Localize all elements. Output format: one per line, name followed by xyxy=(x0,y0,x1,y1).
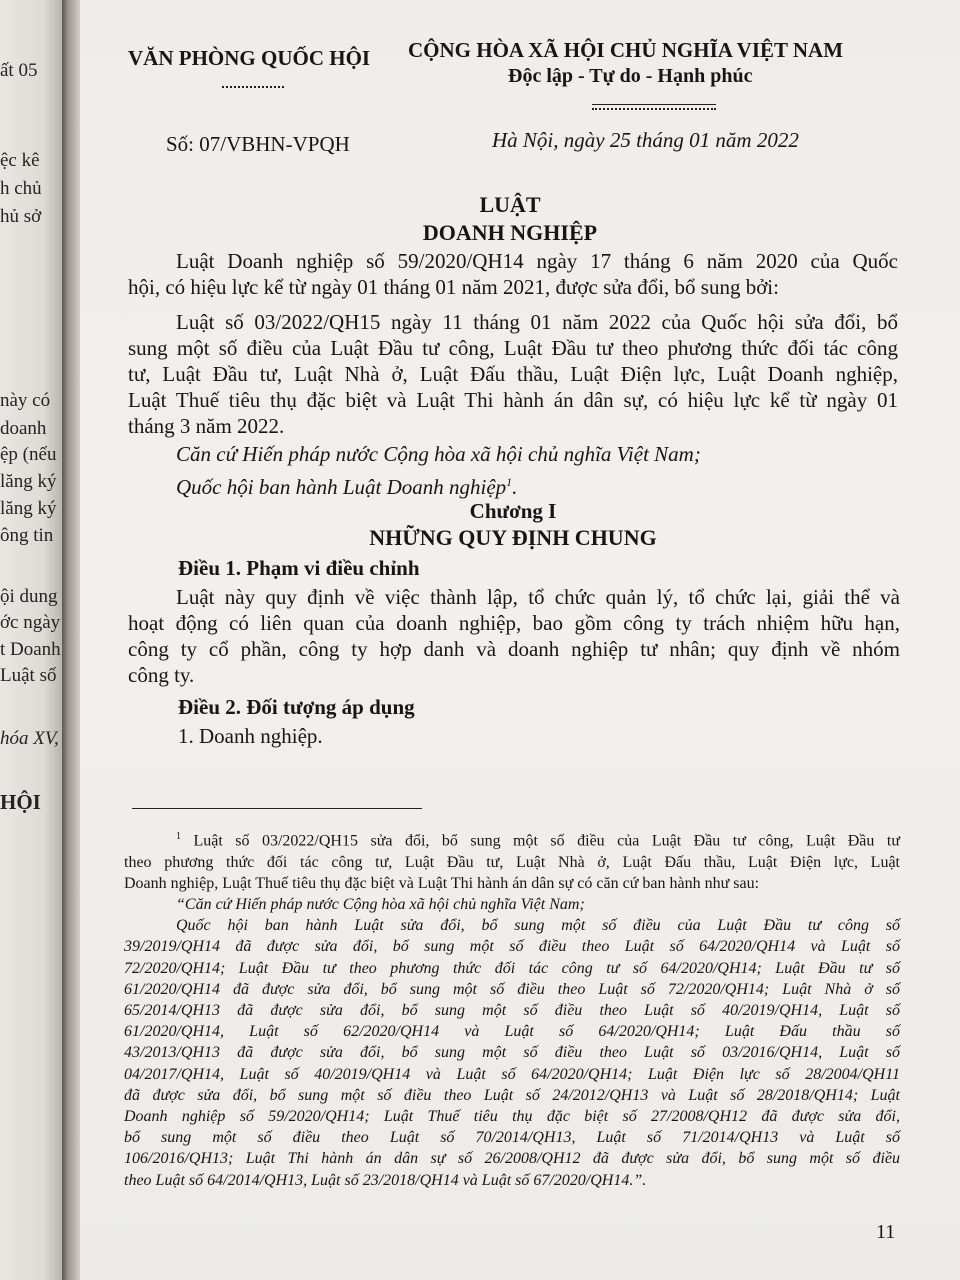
footnote-quote-line: “Căn cứ Hiến pháp nước Cộng hòa xã hội chủ nghĩa Việt Nam; xyxy=(176,895,585,913)
footnote-quote-line: 39/2019/QH14 đã được sửa đổi, bổ sung một số điều theo Luật số 64/2020/QH14 và Luật số xyxy=(124,938,900,956)
text-line: công ty cổ phần, công ty hợp danh và doanh nghiệp tư nhân; quy định về nhóm xyxy=(128,637,900,661)
text-line: Luật này quy định về việc thành lập, tổ chức quản lý, tổ chức lại, giải thể và xyxy=(176,585,900,609)
document-number: Số: 07/VBHN-VPQH xyxy=(166,132,350,156)
article-2-heading: Điều 2. Đối tượng áp dụng xyxy=(178,695,415,719)
article-1-body xyxy=(128,584,900,688)
national-title: CỘNG HÒA XÃ HỘI CHỦ NGHĨA VIỆT NAM xyxy=(408,38,844,62)
left-page-line: ệp (nếu xyxy=(0,444,57,465)
left-page-line: HỘI xyxy=(0,790,41,814)
footnote-quote-line: 04/2017/QH14, Luật số 40/2019/QH14 và Luật số 64/2020/QH14; Luật Điện lực số 28/2004/QH11 xyxy=(124,1065,900,1083)
footnote-quote-line: 106/2016/QH13; Luật Thi hành án dân sự số 26/2008/QH12 đã được sửa đổi, bổ sung một số điều xyxy=(124,1150,900,1168)
enactment-statement xyxy=(176,469,517,500)
left-page-line: ội dung xyxy=(0,586,58,607)
text-line: Luật Doanh nghiệp số 59/2020/QH14 ngày 17 tháng 6 năm 2020 của Quốc xyxy=(176,249,898,273)
footnote-text: Luật số 03/2022/QH15 sửa đổi, bổ sung một số điều của Luật Đầu tư công, Luật Đầu tư xyxy=(193,832,901,850)
motto-underline xyxy=(592,104,716,105)
footnote-quote-line: 61/2020/QH14, Luật số 62/2020/QH14 và Luật số 64/2020/QH14; Luật Đấu thầu số xyxy=(124,1023,900,1041)
document-page xyxy=(80,0,960,1280)
place-and-date: Hà Nội, ngày 25 tháng 01 năm 2022 xyxy=(492,128,799,152)
issuing-agency: VĂN PHÒNG QUỐC HỘI xyxy=(128,46,371,70)
left-page-line: ớc ngày xyxy=(0,612,61,633)
text-line: Luật số 03/2022/QH15 ngày 11 tháng 01 năm 2022 của Quốc hội sửa đổi, bổ xyxy=(176,310,898,334)
footnote-quote-line: Quốc hội ban hành Luật sửa đổi, bổ sung một số điều của Luật Đầu tư công số xyxy=(176,917,900,935)
left-page-line: hủ sở xyxy=(0,206,42,227)
enactment-period: . xyxy=(512,475,518,499)
left-page-line: này có xyxy=(0,390,51,411)
page-number: 11 xyxy=(876,1221,896,1243)
footnote-quote-line: 43/2013/QH13 đã được sửa đổi, bổ sung một số điều theo Luật số 03/2016/QH14, Luật số xyxy=(124,1044,900,1062)
footnote-quote-line: 65/2014/QH13 đã được sửa đổi, bổ sung một số điều theo Luật số 40/2019/QH14, Luật số xyxy=(124,1001,900,1019)
left-page-line: lăng ký xyxy=(0,471,57,492)
footnote-quote-line: theo Luật số 64/2014/QH13, Luật số 23/2018/QH14 và Luật số 67/2020/QH14.”. xyxy=(124,1171,647,1189)
motto-underline-dots xyxy=(592,108,716,110)
left-page-line: doanh xyxy=(0,418,47,439)
left-page-line: ông tin xyxy=(0,525,54,546)
intro-paragraph-2 xyxy=(128,309,898,439)
footnote-quote-line: 61/2020/QH14 đã được sửa đổi, bổ sung một số điều theo Luật số 72/2020/QH14; Luật Nhà ở số xyxy=(124,980,900,998)
book-gutter xyxy=(62,0,80,1280)
left-page-line: Luật số xyxy=(0,665,57,686)
national-motto: Độc lập - Tự do - Hạnh phúc xyxy=(508,65,753,87)
footnote-separator xyxy=(132,808,422,809)
chapter-title: NHỮNG QUY ĐỊNH CHUNG xyxy=(369,525,657,550)
law-title-line2: DOANH NGHIỆP xyxy=(422,220,598,245)
enactment-text: Quốc hội ban hành Luật Doanh nghiệp xyxy=(176,475,507,499)
left-page-line: t Doanh xyxy=(0,639,61,660)
left-page-line: ất 05 xyxy=(0,60,38,81)
footnote-quote-line: 72/2020/QH14; Luật Đầu tư theo phương thức đối tác công tư số 64/2020/QH14; Luật Đầu tư số xyxy=(124,959,900,977)
intro-paragraph-1 xyxy=(128,248,898,300)
legal-basis: Căn cứ Hiến pháp nước Cộng hòa xã hội chủ nghĩa Việt Nam; xyxy=(176,442,701,466)
left-page-line: lăng ký xyxy=(0,498,57,519)
left-page-line: hóa XV, xyxy=(0,728,59,749)
footnote-line: Doanh nghiệp, Luật Thuế tiêu thụ đặc biệt và Luật Thi hành án dân sự có căn cứ ban hành như sau: xyxy=(124,874,760,892)
footnote-line: theo phương thức đối tác công tư, Luật Đầu tư, Luật Nhà ở, Luật Đấu thầu, Luật Điện lực, Luật xyxy=(124,853,900,871)
agency-underline xyxy=(222,86,284,88)
text-line: sung một số điều của Luật Đầu tư công, Luật Đầu tư theo phương thức đối tác công xyxy=(128,336,898,360)
footnote-quote-line: Doanh nghiệp số 59/2020/QH14; Luật Thuế tiêu thụ đặc biệt số 27/2008/QH12 đã được sửa đổi, xyxy=(124,1107,900,1125)
left-page-line: ệc kê xyxy=(0,150,40,171)
footnote xyxy=(124,826,900,1191)
footnote-marker: 1 xyxy=(176,831,181,842)
footnote-quote-line: đã được sửa đổi, bổ sung một số điều theo Luật số 24/2012/QH13 và Luật số 28/2018/QH14; Luật xyxy=(124,1086,900,1104)
law-title-line1: LUẬT xyxy=(479,192,541,217)
text-line: Luật Thuế tiêu thụ đặc biệt và Luật Thi hành án dân sự, có hiệu lực kể từ ngày 01 xyxy=(128,388,898,412)
text-line: tháng 3 năm 2022. xyxy=(128,414,285,438)
text-line: tư, Luật Đầu tư, Luật Nhà ở, Luật Đấu thầu, Luật Điện lực, Luật Doanh nghiệp, xyxy=(128,362,898,386)
footnote-quote-line: bổ sung một số điều theo Luật số 70/2014/QH13, Luật số 71/2014/QH13 và Luật số xyxy=(124,1129,900,1147)
chapter-number: Chương I xyxy=(469,499,557,523)
left-page-line: h chủ xyxy=(0,178,42,199)
text-line: hoạt động có liên quan của doanh nghiệp, bao gồm công ty trách nhiệm hữu hạn, xyxy=(128,611,900,635)
previous-page-fragment xyxy=(0,0,62,1280)
text-line: hội, có hiệu lực kể từ ngày 01 tháng 01 năm 2021, được sửa đổi, bổ sung bởi: xyxy=(128,275,779,299)
footnote-reference: 1 xyxy=(506,475,513,489)
footnote-line xyxy=(124,826,900,852)
article-1-heading: Điều 1. Phạm vi điều chỉnh xyxy=(178,556,420,580)
text-line: công ty. xyxy=(128,663,195,687)
article-2-item-1: 1. Doanh nghiệp. xyxy=(178,724,323,748)
